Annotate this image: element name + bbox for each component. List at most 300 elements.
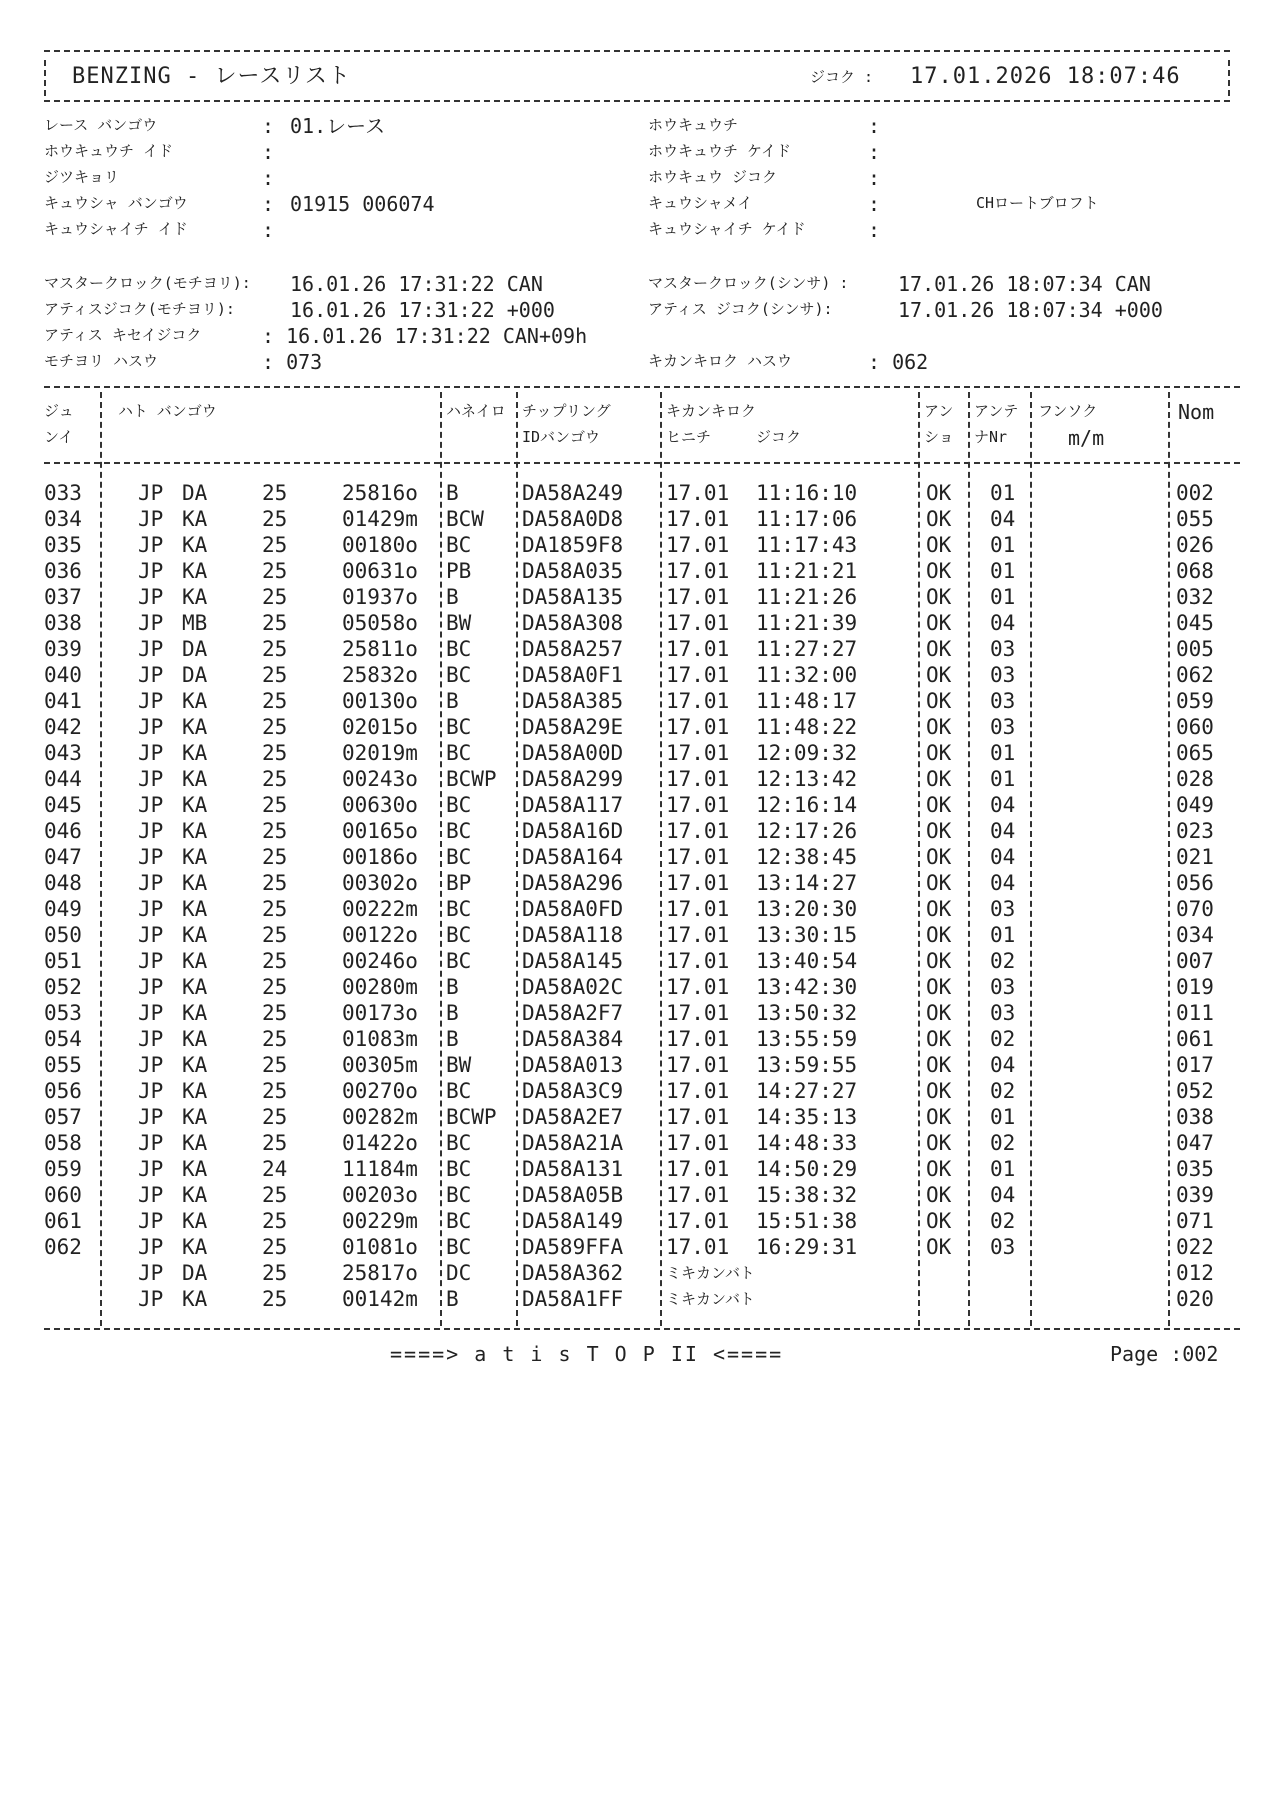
time-cell: 13:30:15 bbox=[756, 923, 858, 947]
ring-number-cell: 00305m bbox=[342, 1053, 418, 1077]
color-cell: BCW bbox=[446, 507, 484, 531]
rank-cell: 042 bbox=[44, 715, 82, 739]
status-cell: OK bbox=[926, 507, 952, 531]
rank-cell: 034 bbox=[44, 507, 82, 531]
color-cell: BC bbox=[446, 1209, 472, 1233]
rank-cell: 038 bbox=[44, 611, 82, 635]
rank-cell: 036 bbox=[44, 559, 82, 583]
club-cell: KA bbox=[182, 923, 208, 947]
date-cell: 17.01 bbox=[666, 559, 730, 583]
rank-cell: 039 bbox=[44, 637, 82, 661]
date-cell: 17.01 bbox=[666, 975, 730, 999]
color-cell: PB bbox=[446, 559, 472, 583]
status-cell: OK bbox=[926, 1183, 952, 1207]
year-cell: 25 bbox=[262, 793, 288, 817]
country-cell: JP bbox=[138, 1287, 164, 1311]
nom-cell: 005 bbox=[1176, 637, 1214, 661]
table-row bbox=[0, 1156, 1280, 1182]
ring-number-cell: 00280m bbox=[342, 975, 418, 999]
time-cell: 13:59:55 bbox=[756, 1053, 858, 1077]
year-cell: 25 bbox=[262, 1235, 288, 1259]
rank-cell: 033 bbox=[44, 481, 82, 505]
table-row bbox=[0, 1052, 1280, 1078]
date-cell: 17.01 bbox=[666, 585, 730, 609]
country-cell: JP bbox=[138, 507, 164, 531]
color-cell: BC bbox=[446, 1131, 472, 1155]
country-cell: JP bbox=[138, 611, 164, 635]
club-cell: KA bbox=[182, 793, 208, 817]
master-clock-shinsa-value: 17.01.26 18:07:34 CAN bbox=[898, 272, 1151, 296]
current-time-value: 17.01.2026 18:07:46 bbox=[910, 64, 1181, 89]
table-row bbox=[0, 610, 1280, 636]
table-row bbox=[0, 896, 1280, 922]
club-cell: KA bbox=[182, 819, 208, 843]
table-row bbox=[0, 1208, 1280, 1234]
atis-kisei-label: アティス キセイジコク bbox=[44, 326, 202, 344]
chip-id-cell: DA58A299 bbox=[522, 767, 624, 791]
color-cell: BC bbox=[446, 819, 472, 843]
table-row bbox=[0, 870, 1280, 896]
table-row bbox=[0, 584, 1280, 610]
country-cell: JP bbox=[138, 767, 164, 791]
nom-cell: 020 bbox=[1176, 1287, 1214, 1311]
antenna-cell: 01 bbox=[990, 559, 1016, 583]
ring-number-cell: 00173o bbox=[342, 1001, 418, 1025]
country-cell: JP bbox=[138, 1001, 164, 1025]
table-row bbox=[0, 974, 1280, 1000]
color-cell: BC bbox=[446, 845, 472, 869]
country-cell: JP bbox=[138, 585, 164, 609]
date-cell: 17.01 bbox=[666, 689, 730, 713]
country-cell: JP bbox=[138, 819, 164, 843]
info-label-distance: ジツキョリ bbox=[44, 168, 120, 186]
nom-cell: 062 bbox=[1176, 663, 1214, 687]
year-cell: 25 bbox=[262, 1131, 288, 1155]
club-cell: KA bbox=[182, 1053, 208, 1077]
info-label-release-time: ホウキュウ ジコク bbox=[648, 168, 778, 186]
info-value-race-number: 01.レース bbox=[290, 114, 386, 138]
year-cell: 25 bbox=[262, 481, 288, 505]
color-cell: BC bbox=[446, 741, 472, 765]
ring-number-cell: 00631o bbox=[342, 559, 418, 583]
nom-cell: 026 bbox=[1176, 533, 1214, 557]
info-label-loft-lat: キュウシャイチ イド bbox=[44, 220, 188, 238]
table-row bbox=[0, 1000, 1280, 1026]
antenna-cell: 01 bbox=[990, 481, 1016, 505]
antenna-cell: 02 bbox=[990, 1209, 1016, 1233]
club-cell: KA bbox=[182, 1001, 208, 1025]
chip-id-cell: DA58A16D bbox=[522, 819, 624, 843]
club-cell: KA bbox=[182, 845, 208, 869]
country-cell: JP bbox=[138, 1053, 164, 1077]
ring-number-cell: 00180o bbox=[342, 533, 418, 557]
ring-number-cell: 00246o bbox=[342, 949, 418, 973]
antenna-cell: 03 bbox=[990, 689, 1016, 713]
country-cell: JP bbox=[138, 949, 164, 973]
col-chip-header-2: IDバンゴウ bbox=[522, 428, 601, 446]
col-record-header: キカンキロク bbox=[666, 402, 757, 420]
info-value-loft-number: 01915 006074 bbox=[290, 192, 435, 216]
rank-cell: 056 bbox=[44, 1079, 82, 1103]
ring-number-cell: 00186o bbox=[342, 845, 418, 869]
status-cell: OK bbox=[926, 1157, 952, 1181]
date-cell: 17.01 bbox=[666, 637, 730, 661]
antenna-cell: 01 bbox=[990, 1105, 1016, 1129]
chip-id-cell: DA58A1FF bbox=[522, 1287, 624, 1311]
nom-cell: 056 bbox=[1176, 871, 1214, 895]
date-cell: 17.01 bbox=[666, 1183, 730, 1207]
antenna-cell: 01 bbox=[990, 585, 1016, 609]
rank-cell: 037 bbox=[44, 585, 82, 609]
status-cell: OK bbox=[926, 585, 952, 609]
info-sep: : bbox=[262, 166, 275, 190]
color-cell: BC bbox=[446, 923, 472, 947]
color-cell: BC bbox=[446, 1183, 472, 1207]
time-cell: 16:29:31 bbox=[756, 1235, 858, 1259]
club-cell: KA bbox=[182, 533, 208, 557]
antenna-cell: 04 bbox=[990, 793, 1016, 817]
country-cell: JP bbox=[138, 1105, 164, 1129]
chip-id-cell: DA58A21A bbox=[522, 1131, 624, 1155]
info-sep: : bbox=[262, 218, 275, 242]
mochiyori-count-value: : 073 bbox=[262, 350, 323, 374]
country-cell: JP bbox=[138, 637, 164, 661]
color-cell: B bbox=[446, 1001, 459, 1025]
color-cell: BC bbox=[446, 1157, 472, 1181]
time-cell: 11:17:43 bbox=[756, 533, 858, 557]
date-cell: 17.01 bbox=[666, 949, 730, 973]
atis-time-mochiyori-value: 16.01.26 17:31:22 +000 bbox=[290, 298, 555, 322]
club-cell: KA bbox=[182, 1209, 208, 1233]
antenna-cell: 01 bbox=[990, 1157, 1016, 1181]
ring-number-cell: 11184m bbox=[342, 1157, 418, 1181]
status-cell: OK bbox=[926, 1105, 952, 1129]
rank-cell: 044 bbox=[44, 767, 82, 791]
club-cell: KA bbox=[182, 1183, 208, 1207]
ring-number-cell: 00130o bbox=[342, 689, 418, 713]
nom-cell: 071 bbox=[1176, 1209, 1214, 1233]
time-cell: 12:13:42 bbox=[756, 767, 858, 791]
status-cell: OK bbox=[926, 1131, 952, 1155]
time-cell: 12:38:45 bbox=[756, 845, 858, 869]
chip-id-cell: DA58A0D8 bbox=[522, 507, 624, 531]
header-left-border bbox=[44, 60, 46, 96]
status-cell: OK bbox=[926, 663, 952, 687]
chip-id-cell: DA58A118 bbox=[522, 923, 624, 947]
club-cell: KA bbox=[182, 1079, 208, 1103]
date-cell: 17.01 bbox=[666, 1235, 730, 1259]
status-cell: OK bbox=[926, 1079, 952, 1103]
nom-cell: 047 bbox=[1176, 1131, 1214, 1155]
club-cell: KA bbox=[182, 1131, 208, 1155]
status-cell: OK bbox=[926, 1235, 952, 1259]
antenna-cell: 02 bbox=[990, 1079, 1016, 1103]
chip-id-cell: DA58A035 bbox=[522, 559, 624, 583]
nom-cell: 017 bbox=[1176, 1053, 1214, 1077]
status-cell: OK bbox=[926, 1027, 952, 1051]
antenna-cell: 01 bbox=[990, 741, 1016, 765]
nom-cell: 039 bbox=[1176, 1183, 1214, 1207]
page-number: Page :002 bbox=[1110, 1342, 1219, 1366]
chip-id-cell: DA58A3C9 bbox=[522, 1079, 624, 1103]
info-sep: : bbox=[868, 192, 881, 216]
date-cell: 17.01 bbox=[666, 533, 730, 557]
year-cell: 25 bbox=[262, 1027, 288, 1051]
antenna-cell: 03 bbox=[990, 1001, 1016, 1025]
ring-number-cell: 25816o bbox=[342, 481, 418, 505]
col-rank-header: ジュ bbox=[44, 402, 74, 420]
table-row bbox=[0, 1026, 1280, 1052]
atis-kisei-value: : 16.01.26 17:31:22 CAN+09h bbox=[262, 324, 588, 348]
rank-cell: 059 bbox=[44, 1157, 82, 1181]
status-cell: OK bbox=[926, 689, 952, 713]
antenna-cell: 02 bbox=[990, 949, 1016, 973]
color-cell: B bbox=[446, 689, 459, 713]
status-cell: OK bbox=[926, 1001, 952, 1025]
col-antenna-header: アンテ bbox=[974, 402, 1019, 420]
rank-cell: 050 bbox=[44, 923, 82, 947]
table-row bbox=[0, 740, 1280, 766]
date-cell: 17.01 bbox=[666, 1079, 730, 1103]
status-cell: OK bbox=[926, 637, 952, 661]
date-cell: 17.01 bbox=[666, 1001, 730, 1025]
nom-cell: 022 bbox=[1176, 1235, 1214, 1259]
time-cell: 11:21:26 bbox=[756, 585, 858, 609]
rank-cell: 047 bbox=[44, 845, 82, 869]
antenna-cell: 02 bbox=[990, 1131, 1016, 1155]
year-cell: 25 bbox=[262, 1001, 288, 1025]
info-sep: : bbox=[262, 192, 275, 216]
table-row bbox=[0, 506, 1280, 532]
chip-id-cell: DA58A164 bbox=[522, 845, 624, 869]
status-cell: OK bbox=[926, 871, 952, 895]
year-cell: 25 bbox=[262, 949, 288, 973]
status-cell: OK bbox=[926, 1053, 952, 1077]
time-cell: 11:16:10 bbox=[756, 481, 858, 505]
ring-number-cell: 05058o bbox=[342, 611, 418, 635]
master-clock-mochiyori-value: 16.01.26 17:31:22 CAN bbox=[290, 272, 543, 296]
table-row bbox=[0, 636, 1280, 662]
color-cell: BW bbox=[446, 1053, 472, 1077]
chip-id-cell: DA58A384 bbox=[522, 1027, 624, 1051]
ring-number-cell: 25817o bbox=[342, 1261, 418, 1285]
date-cell: 17.01 bbox=[666, 1105, 730, 1129]
country-cell: JP bbox=[138, 481, 164, 505]
color-cell: BC bbox=[446, 793, 472, 817]
chip-id-cell: DA1859F8 bbox=[522, 533, 624, 557]
status-cell: OK bbox=[926, 949, 952, 973]
col-antenna-header-2: ナNr bbox=[974, 428, 1008, 446]
master-clock-mochiyori-label: マスタークロック(モチヨリ): bbox=[44, 274, 251, 292]
time-cell: 13:40:54 bbox=[756, 949, 858, 973]
club-cell: KA bbox=[182, 741, 208, 765]
antenna-cell: 04 bbox=[990, 871, 1016, 895]
status-cell: OK bbox=[926, 845, 952, 869]
ring-number-cell: 02015o bbox=[342, 715, 418, 739]
col-rank-header-2: ンイ bbox=[44, 428, 74, 446]
time-cell: 15:38:32 bbox=[756, 1183, 858, 1207]
year-cell: 25 bbox=[262, 1183, 288, 1207]
col-record-time-header: ジコク bbox=[756, 428, 802, 446]
nom-cell: 065 bbox=[1176, 741, 1214, 765]
ring-number-cell: 00282m bbox=[342, 1105, 418, 1129]
nom-cell: 035 bbox=[1176, 1157, 1214, 1181]
table-row bbox=[0, 844, 1280, 870]
nom-cell: 019 bbox=[1176, 975, 1214, 999]
rank-cell: 045 bbox=[44, 793, 82, 817]
date-cell: 17.01 bbox=[666, 507, 730, 531]
col-status-header-2: ショ bbox=[924, 428, 954, 446]
club-cell: KA bbox=[182, 1105, 208, 1129]
date-cell: ミキカンバト bbox=[666, 1264, 755, 1282]
date-cell: 17.01 bbox=[666, 845, 730, 869]
rank-cell: 053 bbox=[44, 1001, 82, 1025]
club-cell: KA bbox=[182, 1027, 208, 1051]
chip-id-cell: DA58A00D bbox=[522, 741, 624, 765]
ring-number-cell: 01429m bbox=[342, 507, 418, 531]
ring-number-cell: 00222m bbox=[342, 897, 418, 921]
table-row bbox=[0, 818, 1280, 844]
chip-id-cell: DA58A308 bbox=[522, 611, 624, 635]
nom-cell: 052 bbox=[1176, 1079, 1214, 1103]
antenna-cell: 04 bbox=[990, 819, 1016, 843]
status-cell: OK bbox=[926, 559, 952, 583]
col-chip-header: チップリング bbox=[522, 402, 611, 420]
club-cell: DA bbox=[182, 663, 208, 687]
country-cell: JP bbox=[138, 741, 164, 765]
atis-time-shinsa-value: 17.01.26 18:07:34 +000 bbox=[898, 298, 1163, 322]
year-cell: 25 bbox=[262, 871, 288, 895]
table-bottom-border bbox=[44, 1328, 1240, 1330]
country-cell: JP bbox=[138, 923, 164, 947]
table-row bbox=[0, 714, 1280, 740]
time-cell: 14:27:27 bbox=[756, 1079, 858, 1103]
date-cell: 17.01 bbox=[666, 1027, 730, 1051]
club-cell: KA bbox=[182, 871, 208, 895]
country-cell: JP bbox=[138, 1235, 164, 1259]
country-cell: JP bbox=[138, 689, 164, 713]
country-cell: JP bbox=[138, 871, 164, 895]
col-speed-header: フンソク bbox=[1038, 402, 1098, 420]
country-cell: JP bbox=[138, 1027, 164, 1051]
info-label-release-lon: ホウキュウチ ケイド bbox=[648, 142, 791, 160]
chip-id-cell: DA58A117 bbox=[522, 793, 624, 817]
nom-cell: 021 bbox=[1176, 845, 1214, 869]
chip-id-cell: DA58A0F1 bbox=[522, 663, 624, 687]
info-label-release-lat: ホウキュウチ イド bbox=[44, 142, 174, 160]
time-cell: 14:48:33 bbox=[756, 1131, 858, 1155]
report-title: BENZING - レースリスト bbox=[72, 64, 351, 89]
rank-cell: 054 bbox=[44, 1027, 82, 1051]
color-cell: BC bbox=[446, 637, 472, 661]
kikan-count-label: キカンキロク ハスウ bbox=[648, 352, 793, 370]
col-nom-header: Nom bbox=[1178, 400, 1215, 424]
time-cell: 13:55:59 bbox=[756, 1027, 858, 1051]
rank-cell: 040 bbox=[44, 663, 82, 687]
chip-id-cell: DA58A362 bbox=[522, 1261, 624, 1285]
club-cell: KA bbox=[182, 585, 208, 609]
chip-id-cell: DA58A257 bbox=[522, 637, 624, 661]
club-cell: KA bbox=[182, 767, 208, 791]
status-cell: OK bbox=[926, 975, 952, 999]
color-cell: B bbox=[446, 1287, 459, 1311]
chip-id-cell: DA58A149 bbox=[522, 1209, 624, 1233]
chip-id-cell: DA58A29E bbox=[522, 715, 624, 739]
color-cell: BCWP bbox=[446, 1105, 497, 1129]
antenna-cell: 03 bbox=[990, 637, 1016, 661]
date-cell: 17.01 bbox=[666, 871, 730, 895]
year-cell: 25 bbox=[262, 1079, 288, 1103]
chip-id-cell: DA58A02C bbox=[522, 975, 624, 999]
year-cell: 25 bbox=[262, 1053, 288, 1077]
country-cell: JP bbox=[138, 1157, 164, 1181]
status-cell: OK bbox=[926, 819, 952, 843]
chip-id-cell: DA58A2E7 bbox=[522, 1105, 624, 1129]
chip-id-cell: DA58A296 bbox=[522, 871, 624, 895]
club-cell: KA bbox=[182, 1157, 208, 1181]
ring-number-cell: 00270o bbox=[342, 1079, 418, 1103]
nom-cell: 055 bbox=[1176, 507, 1214, 531]
date-cell: 17.01 bbox=[666, 1053, 730, 1077]
table-row bbox=[0, 662, 1280, 688]
ring-number-cell: 00243o bbox=[342, 767, 418, 791]
date-cell: 17.01 bbox=[666, 663, 730, 687]
country-cell: JP bbox=[138, 533, 164, 557]
date-cell: 17.01 bbox=[666, 1131, 730, 1155]
club-cell: DA bbox=[182, 481, 208, 505]
rank-cell: 057 bbox=[44, 1105, 82, 1129]
club-cell: DA bbox=[182, 1261, 208, 1285]
color-cell: BP bbox=[446, 871, 472, 895]
club-cell: KA bbox=[182, 897, 208, 921]
color-cell: B bbox=[446, 481, 459, 505]
atis-time-shinsa-label: アティス ジコク(シンサ): bbox=[648, 300, 833, 318]
chip-id-cell: DA58A135 bbox=[522, 585, 624, 609]
table-row bbox=[0, 1104, 1280, 1130]
color-cell: BCWP bbox=[446, 767, 497, 791]
nom-cell: 011 bbox=[1176, 1001, 1214, 1025]
time-cell: 13:20:30 bbox=[756, 897, 858, 921]
nom-cell: 007 bbox=[1176, 949, 1214, 973]
date-cell: 17.01 bbox=[666, 715, 730, 739]
antenna-cell: 04 bbox=[990, 1053, 1016, 1077]
color-cell: DC bbox=[446, 1261, 472, 1285]
nom-cell: 049 bbox=[1176, 793, 1214, 817]
footer-banner: ====> a t i s T O P II <==== bbox=[390, 1342, 784, 1366]
year-cell: 25 bbox=[262, 1105, 288, 1129]
club-cell: KA bbox=[182, 1287, 208, 1311]
ring-number-cell: 00122o bbox=[342, 923, 418, 947]
status-cell: OK bbox=[926, 923, 952, 947]
year-cell: 25 bbox=[262, 923, 288, 947]
nom-cell: 023 bbox=[1176, 819, 1214, 843]
antenna-cell: 01 bbox=[990, 533, 1016, 557]
ring-number-cell: 00630o bbox=[342, 793, 418, 817]
year-cell: 25 bbox=[262, 611, 288, 635]
rank-cell: 058 bbox=[44, 1131, 82, 1155]
color-cell: BC bbox=[446, 715, 472, 739]
year-cell: 25 bbox=[262, 585, 288, 609]
country-cell: JP bbox=[138, 897, 164, 921]
date-cell: 17.01 bbox=[666, 767, 730, 791]
nom-cell: 032 bbox=[1176, 585, 1214, 609]
header-right-border bbox=[1228, 60, 1230, 96]
time-cell: 13:42:30 bbox=[756, 975, 858, 999]
date-cell: 17.01 bbox=[666, 819, 730, 843]
table-row bbox=[0, 558, 1280, 584]
table-row bbox=[0, 480, 1280, 506]
nom-cell: 012 bbox=[1176, 1261, 1214, 1285]
